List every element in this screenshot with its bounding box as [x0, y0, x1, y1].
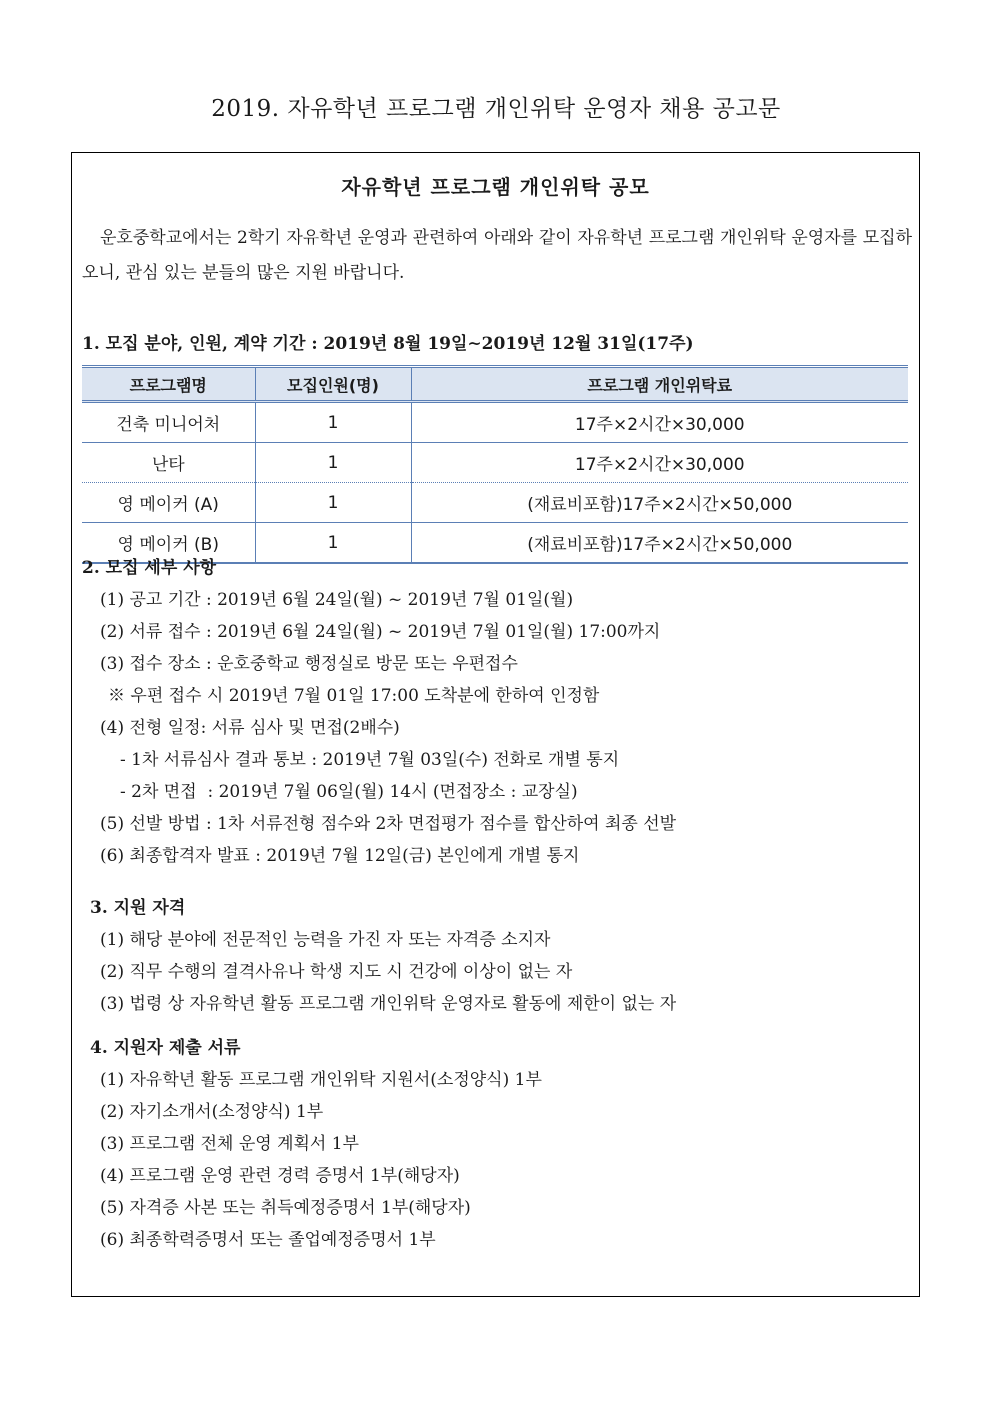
- section3-title: 3. 지원 자격: [90, 898, 186, 918]
- section2-item: (2) 서류 접수 : 2019년 6월 24일(월) ~ 2019년 7월 01일(월) 17:00까지: [100, 622, 661, 642]
- cell-count: 1: [255, 523, 411, 564]
- cell-count: 1: [255, 443, 411, 483]
- cell-program: 영 메이커 (A): [82, 483, 255, 523]
- col-header-program: 프로그램명: [82, 367, 255, 402]
- table-header-row: [82, 367, 908, 402]
- cell-fee: (재료비포함)17주×2시간×50,000: [411, 483, 908, 523]
- cell-count: 1: [255, 402, 411, 443]
- section2-item: (1) 공고 기간 : 2019년 6월 24일(월) ~ 2019년 7월 01일(월): [100, 590, 574, 610]
- section2-item: (3) 접수 장소 : 운호중학교 행정실로 방문 또는 우편접수: [100, 654, 518, 674]
- section3-item: (3) 법령 상 자유학년 활동 프로그램 개인위탁 운영자로 활동에 제한이 없는 자: [100, 994, 677, 1014]
- section2-item: (5) 선발 방법 : 1차 서류전형 점수와 2차 면접평가 점수를 합산하여 최종 선발: [100, 814, 677, 834]
- table-row: [82, 402, 908, 443]
- section4-item: (5) 자격증 사본 또는 취득예정증명서 1부(해당자): [100, 1198, 471, 1218]
- table-row: [82, 443, 908, 483]
- intro-paragraph: [82, 221, 912, 291]
- section1-title: 1. 모집 분야, 인원, 계약 기간 : 2019년 8월 19일∼2019년 12월 31일(17주): [82, 334, 694, 354]
- cell-program: 난타: [82, 443, 255, 483]
- section4-item: (6) 최종학력증명서 또는 졸업예정증명서 1부: [100, 1230, 436, 1250]
- section2-subitem: - 1차 서류심사 결과 통보 : 2019년 7월 03일(수) 전화로 개별 통지: [120, 750, 620, 770]
- section4-item: (2) 자기소개서(소정양식) 1부: [100, 1102, 324, 1122]
- col-header-fee: 프로그램 개인위탁료: [411, 367, 908, 402]
- cell-fee: 17주×2시간×30,000: [411, 443, 908, 483]
- section4-item: (1) 자유학년 활동 프로그램 개인위탁 지원서(소정양식) 1부: [100, 1070, 542, 1090]
- intro-text: 운호중학교에서는 2학기 자유학년 운영과 관련하여 아래와 같이 자유학년 프로그램 개인위탁 운영자를 모집하오니, 관심 있는 분들의 많은 지원 바랍니다.: [82, 228, 912, 283]
- recruit-table: [82, 365, 908, 564]
- table-row: [82, 483, 908, 523]
- section2-subitem: - 2차 면접 : 2019년 7월 06일(월) 14시 (면접장소 : 교장실): [120, 782, 578, 802]
- cell-fee: (재료비포함)17주×2시간×50,000: [411, 523, 908, 564]
- section2-title: 2. 모집 세부 사항: [82, 558, 217, 578]
- notice-heading: 자유학년 프로그램 개인위탁 공모: [341, 175, 650, 199]
- cell-program: 영 메이커 (B): [82, 523, 255, 564]
- section2-item: (6) 최종합격자 발표 : 2019년 7월 12일(금) 본인에게 개별 통지: [100, 846, 580, 866]
- section4-item: (3) 프로그램 전체 운영 계획서 1부: [100, 1134, 359, 1154]
- section3-item: (1) 해당 분야에 전문적인 능력을 가진 자 또는 자격증 소지자: [100, 930, 551, 950]
- section2-note: ※ 우편 접수 시 2019년 7월 01일 17:00 도착분에 한하여 인정함: [108, 686, 600, 706]
- section4-title: 4. 지원자 제출 서류: [90, 1038, 241, 1058]
- section3-item: (2) 직무 수행의 결격사유나 학생 지도 시 건강에 이상이 없는 자: [100, 962, 573, 982]
- cell-count: 1: [255, 483, 411, 523]
- col-header-count: 모집인원(명): [255, 367, 411, 402]
- section2-item: (4) 전형 일정: 서류 심사 및 면접(2배수): [100, 718, 400, 738]
- notice-frame: [71, 152, 920, 1297]
- section4-item: (4) 프로그램 운영 관련 경력 증명서 1부(해당자): [100, 1166, 460, 1186]
- cell-fee: 17주×2시간×30,000: [411, 402, 908, 443]
- cell-program: 건축 미니어처: [82, 402, 255, 443]
- page-title: 2019. 자유학년 프로그램 개인위탁 운영자 채용 공고문: [211, 96, 781, 122]
